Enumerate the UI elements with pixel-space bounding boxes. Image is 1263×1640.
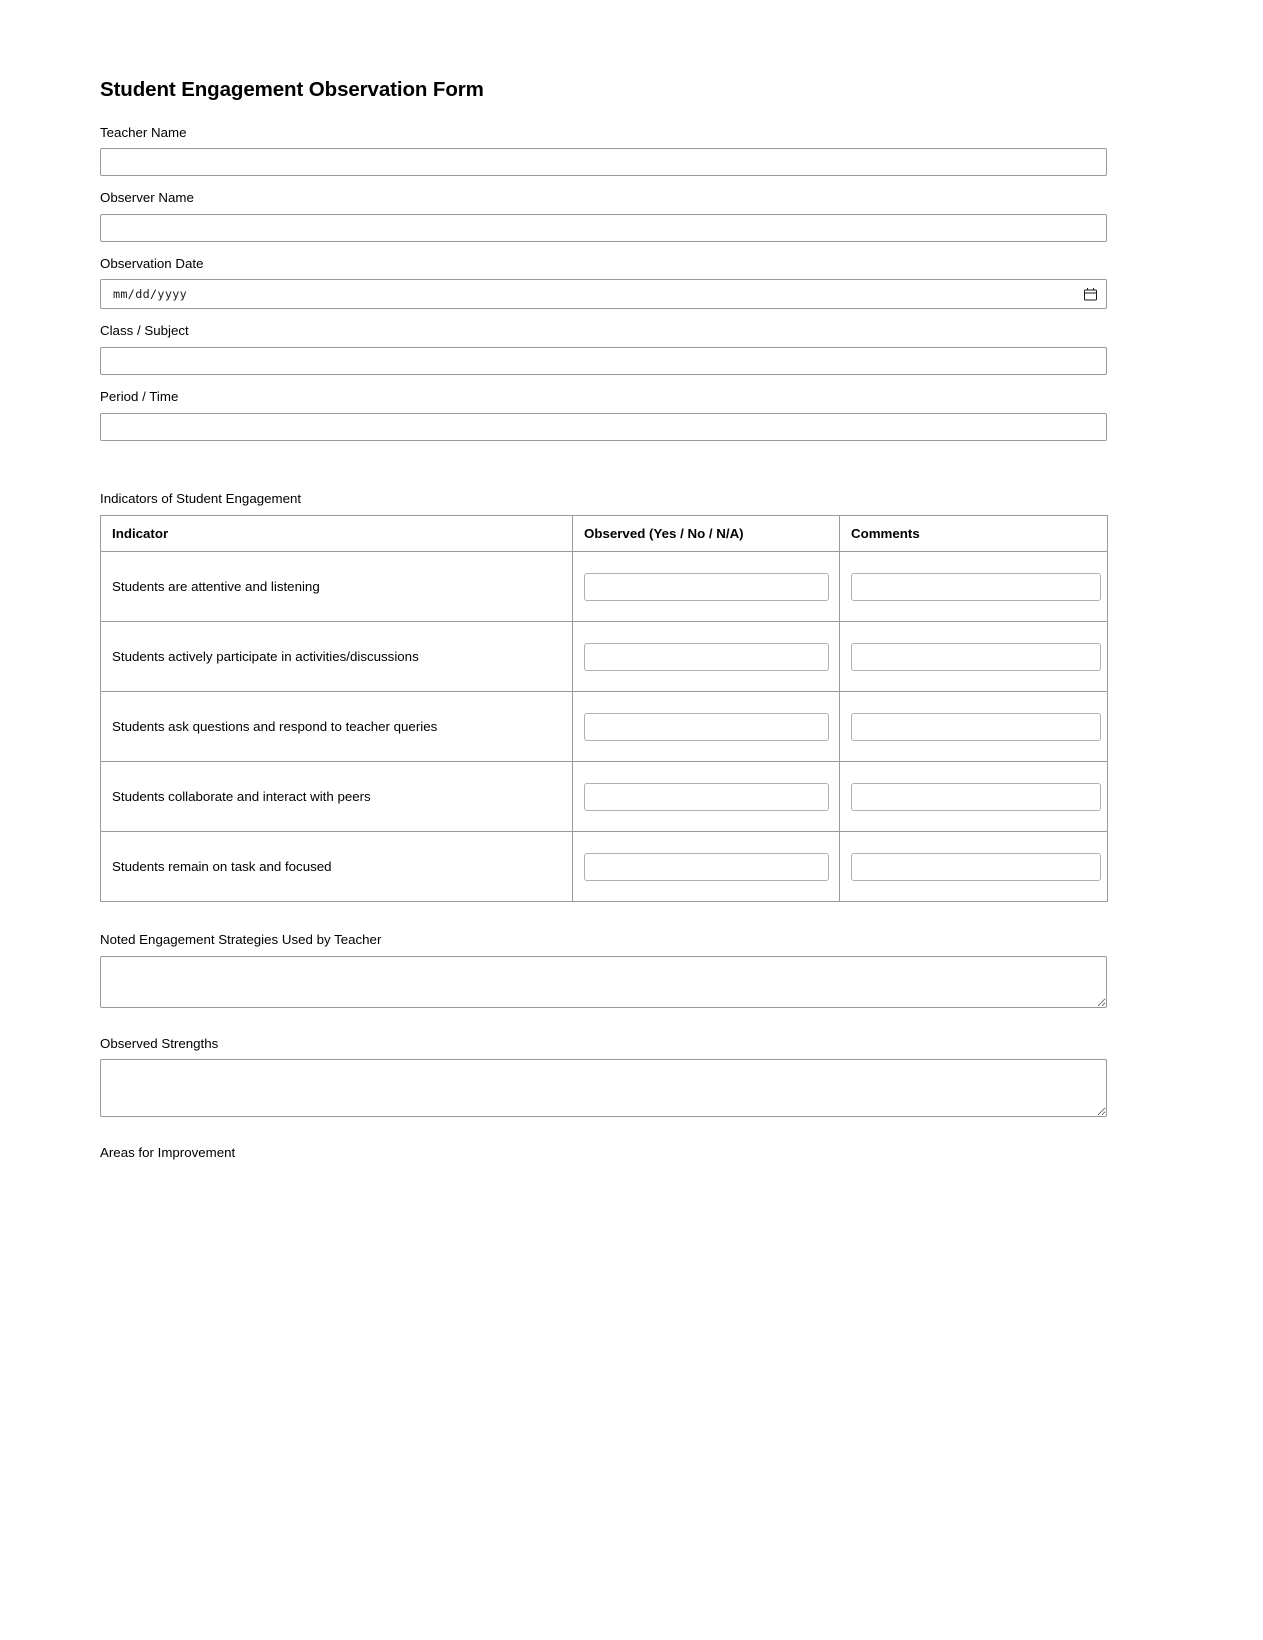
table-row (101, 692, 1108, 762)
observed-cell (573, 832, 840, 902)
comments-cell (840, 832, 1108, 902)
field-label-observer-name: Observer Name (100, 190, 194, 206)
comments-input-2[interactable] (851, 643, 1101, 671)
field-period-time (100, 389, 1110, 441)
column-header-observed: Observed (Yes / No / N/A) (573, 516, 840, 552)
comments-cell (840, 762, 1108, 832)
indicator-label: Students actively participate in activities/discussions (101, 622, 573, 692)
class-subject-input[interactable] (100, 347, 1107, 375)
field-label-teacher-name: Teacher Name (100, 124, 187, 140)
column-header-comments: Comments (840, 516, 1108, 552)
indicators-section-label: Indicators of Student Engagement (100, 490, 302, 506)
indicator-label: Students ask questions and respond to teacher queries (101, 692, 573, 762)
comments-input-4[interactable] (851, 783, 1101, 811)
comments-cell (840, 552, 1108, 622)
teacher-name-input[interactable] (100, 148, 1107, 176)
comments-input-3[interactable] (851, 713, 1101, 741)
observed-input-2[interactable] (584, 643, 829, 671)
engagement-strategies-textarea[interactable] (100, 956, 1107, 1008)
comments-cell (840, 622, 1108, 692)
page-title: Student Engagement Observation Form (100, 78, 484, 101)
comments-cell (840, 692, 1108, 762)
observed-input-5[interactable] (584, 853, 829, 881)
indicator-label: Students remain on task and focused (101, 832, 573, 902)
field-label-observed-strengths: Observed Strengths (100, 1035, 219, 1051)
column-header-indicator: Indicator (101, 516, 573, 552)
indicators-table (100, 515, 1108, 902)
field-observed-strengths (100, 1036, 1110, 1118)
calendar-icon[interactable] (1084, 288, 1097, 301)
observed-cell (573, 552, 840, 622)
field-label-period-time: Period / Time (100, 389, 179, 405)
comments-input-1[interactable] (851, 573, 1101, 601)
period-time-input[interactable] (100, 413, 1107, 441)
table-row (101, 622, 1108, 692)
table-header-row (101, 516, 1108, 552)
observed-input-4[interactable] (584, 783, 829, 811)
field-observation-date (100, 256, 1110, 310)
observed-strengths-textarea[interactable] (100, 1059, 1107, 1117)
field-observer-name (100, 190, 1110, 242)
observed-cell (573, 622, 840, 692)
field-teacher-name (100, 125, 1110, 177)
observed-cell (573, 692, 840, 762)
indicator-label: Students are attentive and listening (101, 552, 573, 622)
indicator-label: Students collaborate and interact with peers (101, 762, 573, 832)
spacer (100, 455, 1110, 491)
table-row (101, 832, 1108, 902)
spacer (100, 902, 1110, 932)
field-label-engagement-strategies: Noted Engagement Strategies Used by Teacher (100, 932, 382, 948)
field-class-subject (100, 323, 1110, 375)
form-container (100, 78, 1110, 1162)
date-placeholder-text: mm/dd/yyyy (113, 287, 188, 302)
field-label-class-subject: Class / Subject (100, 323, 189, 339)
table-row (101, 762, 1108, 832)
observer-name-input[interactable] (100, 214, 1107, 242)
field-label-observation-date: Observation Date (100, 255, 204, 271)
observed-input-3[interactable] (584, 713, 829, 741)
observation-date-input[interactable] (100, 279, 1107, 309)
field-engagement-strategies (100, 932, 1110, 1008)
observed-input-1[interactable] (584, 573, 829, 601)
table-row (101, 552, 1108, 622)
field-label-areas-for-improvement: Areas for Improvement (100, 1145, 236, 1161)
comments-input-5[interactable] (851, 853, 1101, 881)
observed-cell (573, 762, 840, 832)
